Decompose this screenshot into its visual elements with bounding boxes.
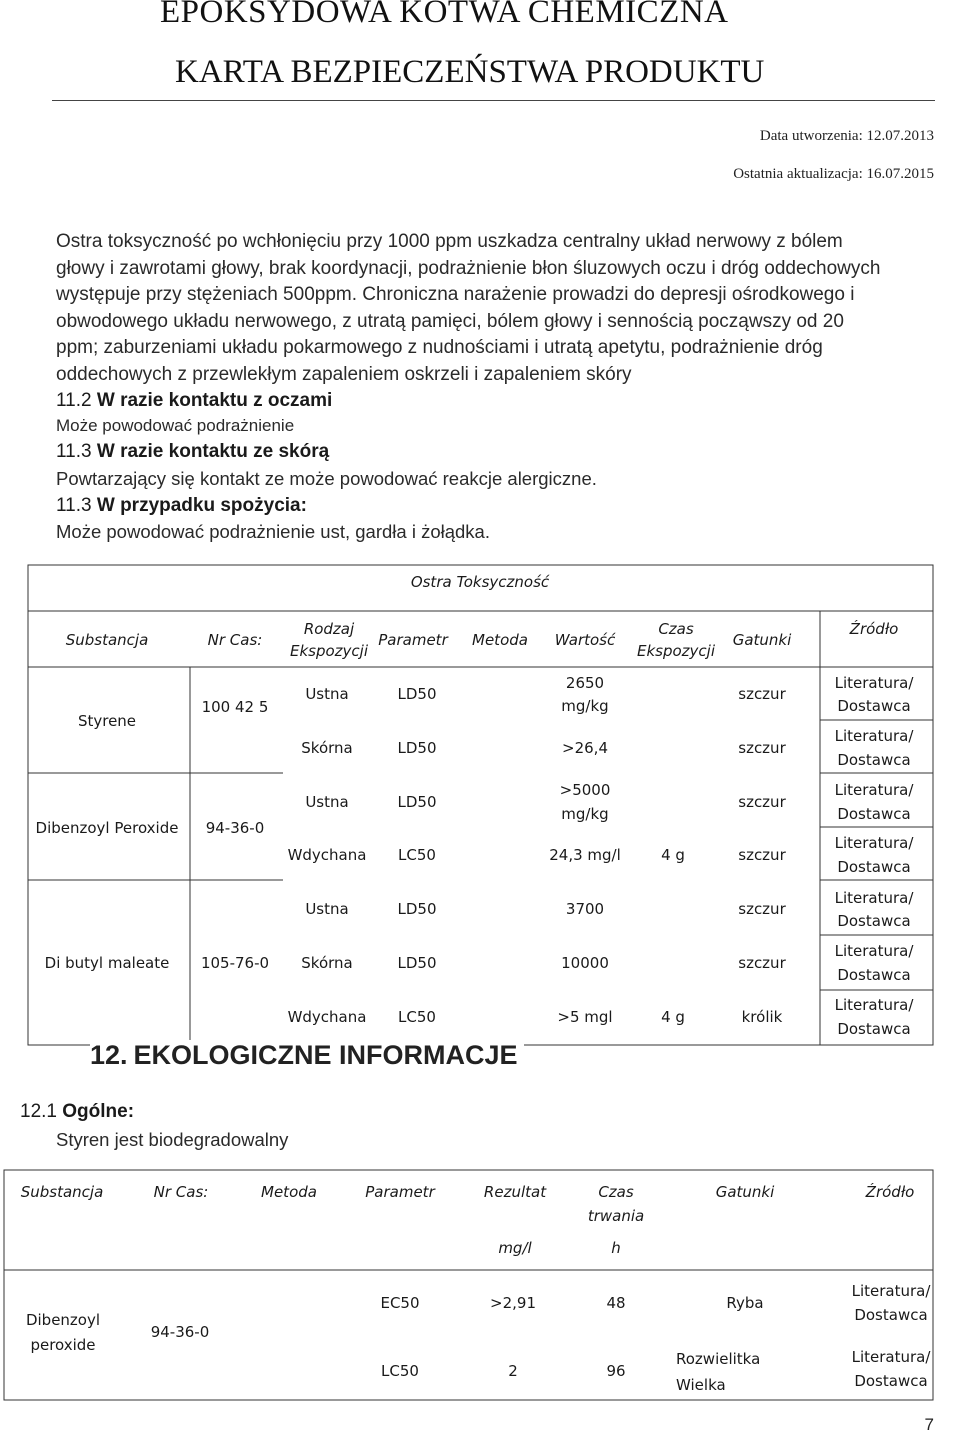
cell-gatunki: szczur <box>738 739 786 757</box>
header-parametr: Parametr <box>365 1183 435 1201</box>
header-rezultat-unit: mg/l <box>498 1239 532 1257</box>
header-substancja: Substancja <box>65 631 149 649</box>
section-title: W razie kontaktu z oczami <box>96 390 333 411</box>
section-11-2-text: Może powodować podrażnienie <box>56 416 295 435</box>
header-rezultat: Rezultat <box>483 1183 547 1201</box>
header-zrodlo: Źródło <box>865 1183 915 1201</box>
cell-wartosc: >5 mgl <box>557 1008 613 1026</box>
cell-param: LD50 <box>397 685 437 703</box>
header-czas: trwania <box>587 1207 645 1225</box>
header-rodzaj: Ekspozycji <box>289 642 369 660</box>
cell-zrodlo: Dostawca <box>837 697 911 715</box>
table-caption: Ostra Toksyczność <box>410 573 550 591</box>
cell-param: LD50 <box>397 954 437 972</box>
created-date: Data utworzenia: 12.07.2013 <box>759 128 934 144</box>
cell-rodzaj: Skórna <box>301 739 353 757</box>
cell-rodzaj: Wdychana <box>287 1008 367 1026</box>
substance-cas: 94-36-0 <box>150 1323 210 1341</box>
header-wartosc: Wartość <box>554 631 616 649</box>
cell-czas: 96 <box>606 1362 626 1380</box>
cell-rodzaj: Wdychana <box>287 846 367 864</box>
section-title: Ogólne: <box>62 1101 135 1122</box>
header-metoda: Metoda <box>472 631 528 649</box>
substance-name: Di butyl maleate <box>44 954 170 972</box>
header-gatunki: Gatunki <box>732 631 792 649</box>
cell-gatunki: szczur <box>738 900 786 918</box>
paragraph-line: ppm; zaburzeniami układu pokarmowego z nudnościami i utratą apetytu, podrażnienie dróg <box>56 337 823 358</box>
cell-zrodlo: Dostawca <box>837 1020 911 1038</box>
document-subtitle: KARTA BEZPIECZEŃSTWA PRODUKTU <box>175 54 765 90</box>
cell-czas: 4 g <box>661 1008 685 1026</box>
header-czas-unit: h <box>611 1239 621 1257</box>
cell-gatunki: królik <box>741 1008 783 1026</box>
cell-rodzaj: Ustna <box>305 685 349 703</box>
document-title: EPOKSYDOWA KOTWA CHEMICZNA <box>160 0 729 30</box>
cell-zrodlo: Literatura/ <box>851 1282 931 1300</box>
cell-zrodlo: Dostawca <box>837 805 911 823</box>
section-12-1-text: Styren jest biodegradowalny <box>56 1129 289 1150</box>
cell-param: LD50 <box>397 739 437 757</box>
section-title: EKOLOGICZNE INFORMACJE <box>133 1040 518 1070</box>
substance-cas: 105-76-0 <box>200 954 270 972</box>
substance-cas: 100 42 5 <box>201 698 269 716</box>
header-parametr: Parametr <box>378 631 448 649</box>
substance-name: Dibenzoyl <box>25 1311 101 1329</box>
section-number: 12.1 <box>20 1101 57 1122</box>
cell-wartosc: mg/kg <box>561 697 609 715</box>
paragraph-line: oddechowych z przewlekłym zapaleniem oskrzeli i zapaleniem skóry <box>56 363 632 385</box>
cell-zrodlo: Literatura/ <box>851 1348 931 1366</box>
header-nr-cas: Nr Cas: <box>153 1183 209 1201</box>
cell-zrodlo: Literatura/ <box>834 996 914 1014</box>
section-title: W przypadku spożycia: <box>96 495 307 516</box>
section-number: 12. <box>90 1040 128 1070</box>
cell-wartosc: 2650 <box>565 674 605 692</box>
cell-zrodlo: Dostawca <box>837 858 911 876</box>
header-metoda: Metoda <box>261 1183 317 1201</box>
cell-gatunki: szczur <box>738 954 786 972</box>
cell-param: LD50 <box>397 793 437 811</box>
cell-param: LC50 <box>398 846 436 864</box>
header-zrodlo: Źródło <box>849 620 899 638</box>
substance-name: Styrene <box>77 712 137 730</box>
cell-zrodlo: Dostawca <box>837 966 911 984</box>
cell-param: LC50 <box>398 1008 436 1026</box>
cell-wartosc: 24,3 mg/l <box>549 846 621 864</box>
cell-gatunki: Rozwielitka <box>676 1350 761 1368</box>
paragraph-line: występuje przy stężeniach 500ppm. Chroniczna narażenie prowadzi do depresji ośrodkowego i <box>56 284 855 305</box>
cell-metoda: LC50 <box>381 1362 419 1380</box>
paragraph-line: głowy i zawrotami głowy, brak koordynacji, podrażnienie błon śluzowych oczu i dróg oddechowych <box>56 257 881 279</box>
cell-gatunki: szczur <box>738 846 786 864</box>
cell-wartosc: >5000 <box>559 781 611 799</box>
cell-zrodlo: Literatura/ <box>834 674 914 692</box>
header-czas: Czas <box>658 620 694 638</box>
header-substancja: Substancja <box>20 1183 104 1201</box>
section-number: 11.2 <box>56 390 92 411</box>
cell-rodzaj: Ustna <box>305 793 349 811</box>
section-number: 11.3 <box>56 441 92 462</box>
updated-date: Ostatnia aktualizacja: 16.07.2015 <box>733 166 934 182</box>
cell-zrodlo: Literatura/ <box>834 834 914 852</box>
table-border <box>4 1170 933 1400</box>
header-rodzaj: Rodzaj <box>303 620 355 638</box>
cell-zrodlo: Literatura/ <box>834 727 914 745</box>
cell-zrodlo: Literatura/ <box>834 942 914 960</box>
substance-name: Dibenzoyl Peroxide <box>35 819 179 837</box>
paragraph-line: Ostra toksyczność po wchłonięciu przy 1000 ppm uszkadza centralny układ nerwowy z bólem <box>56 231 843 252</box>
section-title: W razie kontaktu ze skórą <box>96 441 330 462</box>
cell-gatunki: szczur <box>738 685 786 703</box>
section-11-3-ingestion-text: Może powodować podrażnienie ust, gardła i żołądka. <box>56 521 490 542</box>
cell-wartosc: mg/kg <box>561 805 609 823</box>
cell-rodzaj: Skórna <box>301 954 353 972</box>
cell-czas: 4 g <box>661 846 685 864</box>
cell-wartosc: 3700 <box>565 900 605 918</box>
cell-zrodlo: Dostawca <box>837 912 911 930</box>
substance-name: peroxide <box>30 1336 96 1354</box>
section-number: 11.3 <box>56 495 92 516</box>
cell-wartosc: >26,4 <box>562 739 608 757</box>
cell-param: LD50 <box>397 900 437 918</box>
cell-gatunki: szczur <box>738 793 786 811</box>
cell-metoda: EC50 <box>380 1294 420 1312</box>
cell-zrodlo: Dostawca <box>854 1372 928 1390</box>
cell-rezultat: >2,91 <box>490 1294 536 1312</box>
header-nr-cas: Nr Cas: <box>207 631 263 649</box>
cell-wartosc: 10000 <box>561 954 609 972</box>
cell-gatunki: Ryba <box>726 1294 764 1312</box>
cell-zrodlo: Dostawca <box>837 751 911 769</box>
cell-rodzaj: Ustna <box>305 900 349 918</box>
paragraph-line: obwodowego układu nerwowego, z utratą pamięci, bólem głowy i sennością począwszy od 20 <box>56 310 844 332</box>
header-czas: Czas <box>598 1183 634 1201</box>
cell-zrodlo: Literatura/ <box>834 889 914 907</box>
header-gatunki: Gatunki <box>715 1183 775 1201</box>
cell-rezultat: 2 <box>508 1362 518 1380</box>
section-11-3-skin-text: Powtarzający się kontakt ze może powodować reakcje alergiczne. <box>56 468 597 489</box>
header-czas: Ekspozycji <box>636 642 716 660</box>
cell-czas: 48 <box>606 1294 626 1312</box>
cell-gatunki: Wielka <box>676 1376 726 1394</box>
page-number: 7 <box>924 1415 934 1434</box>
cell-zrodlo: Dostawca <box>854 1306 928 1324</box>
substance-cas: 94-36-0 <box>205 819 265 837</box>
cell-zrodlo: Literatura/ <box>834 781 914 799</box>
